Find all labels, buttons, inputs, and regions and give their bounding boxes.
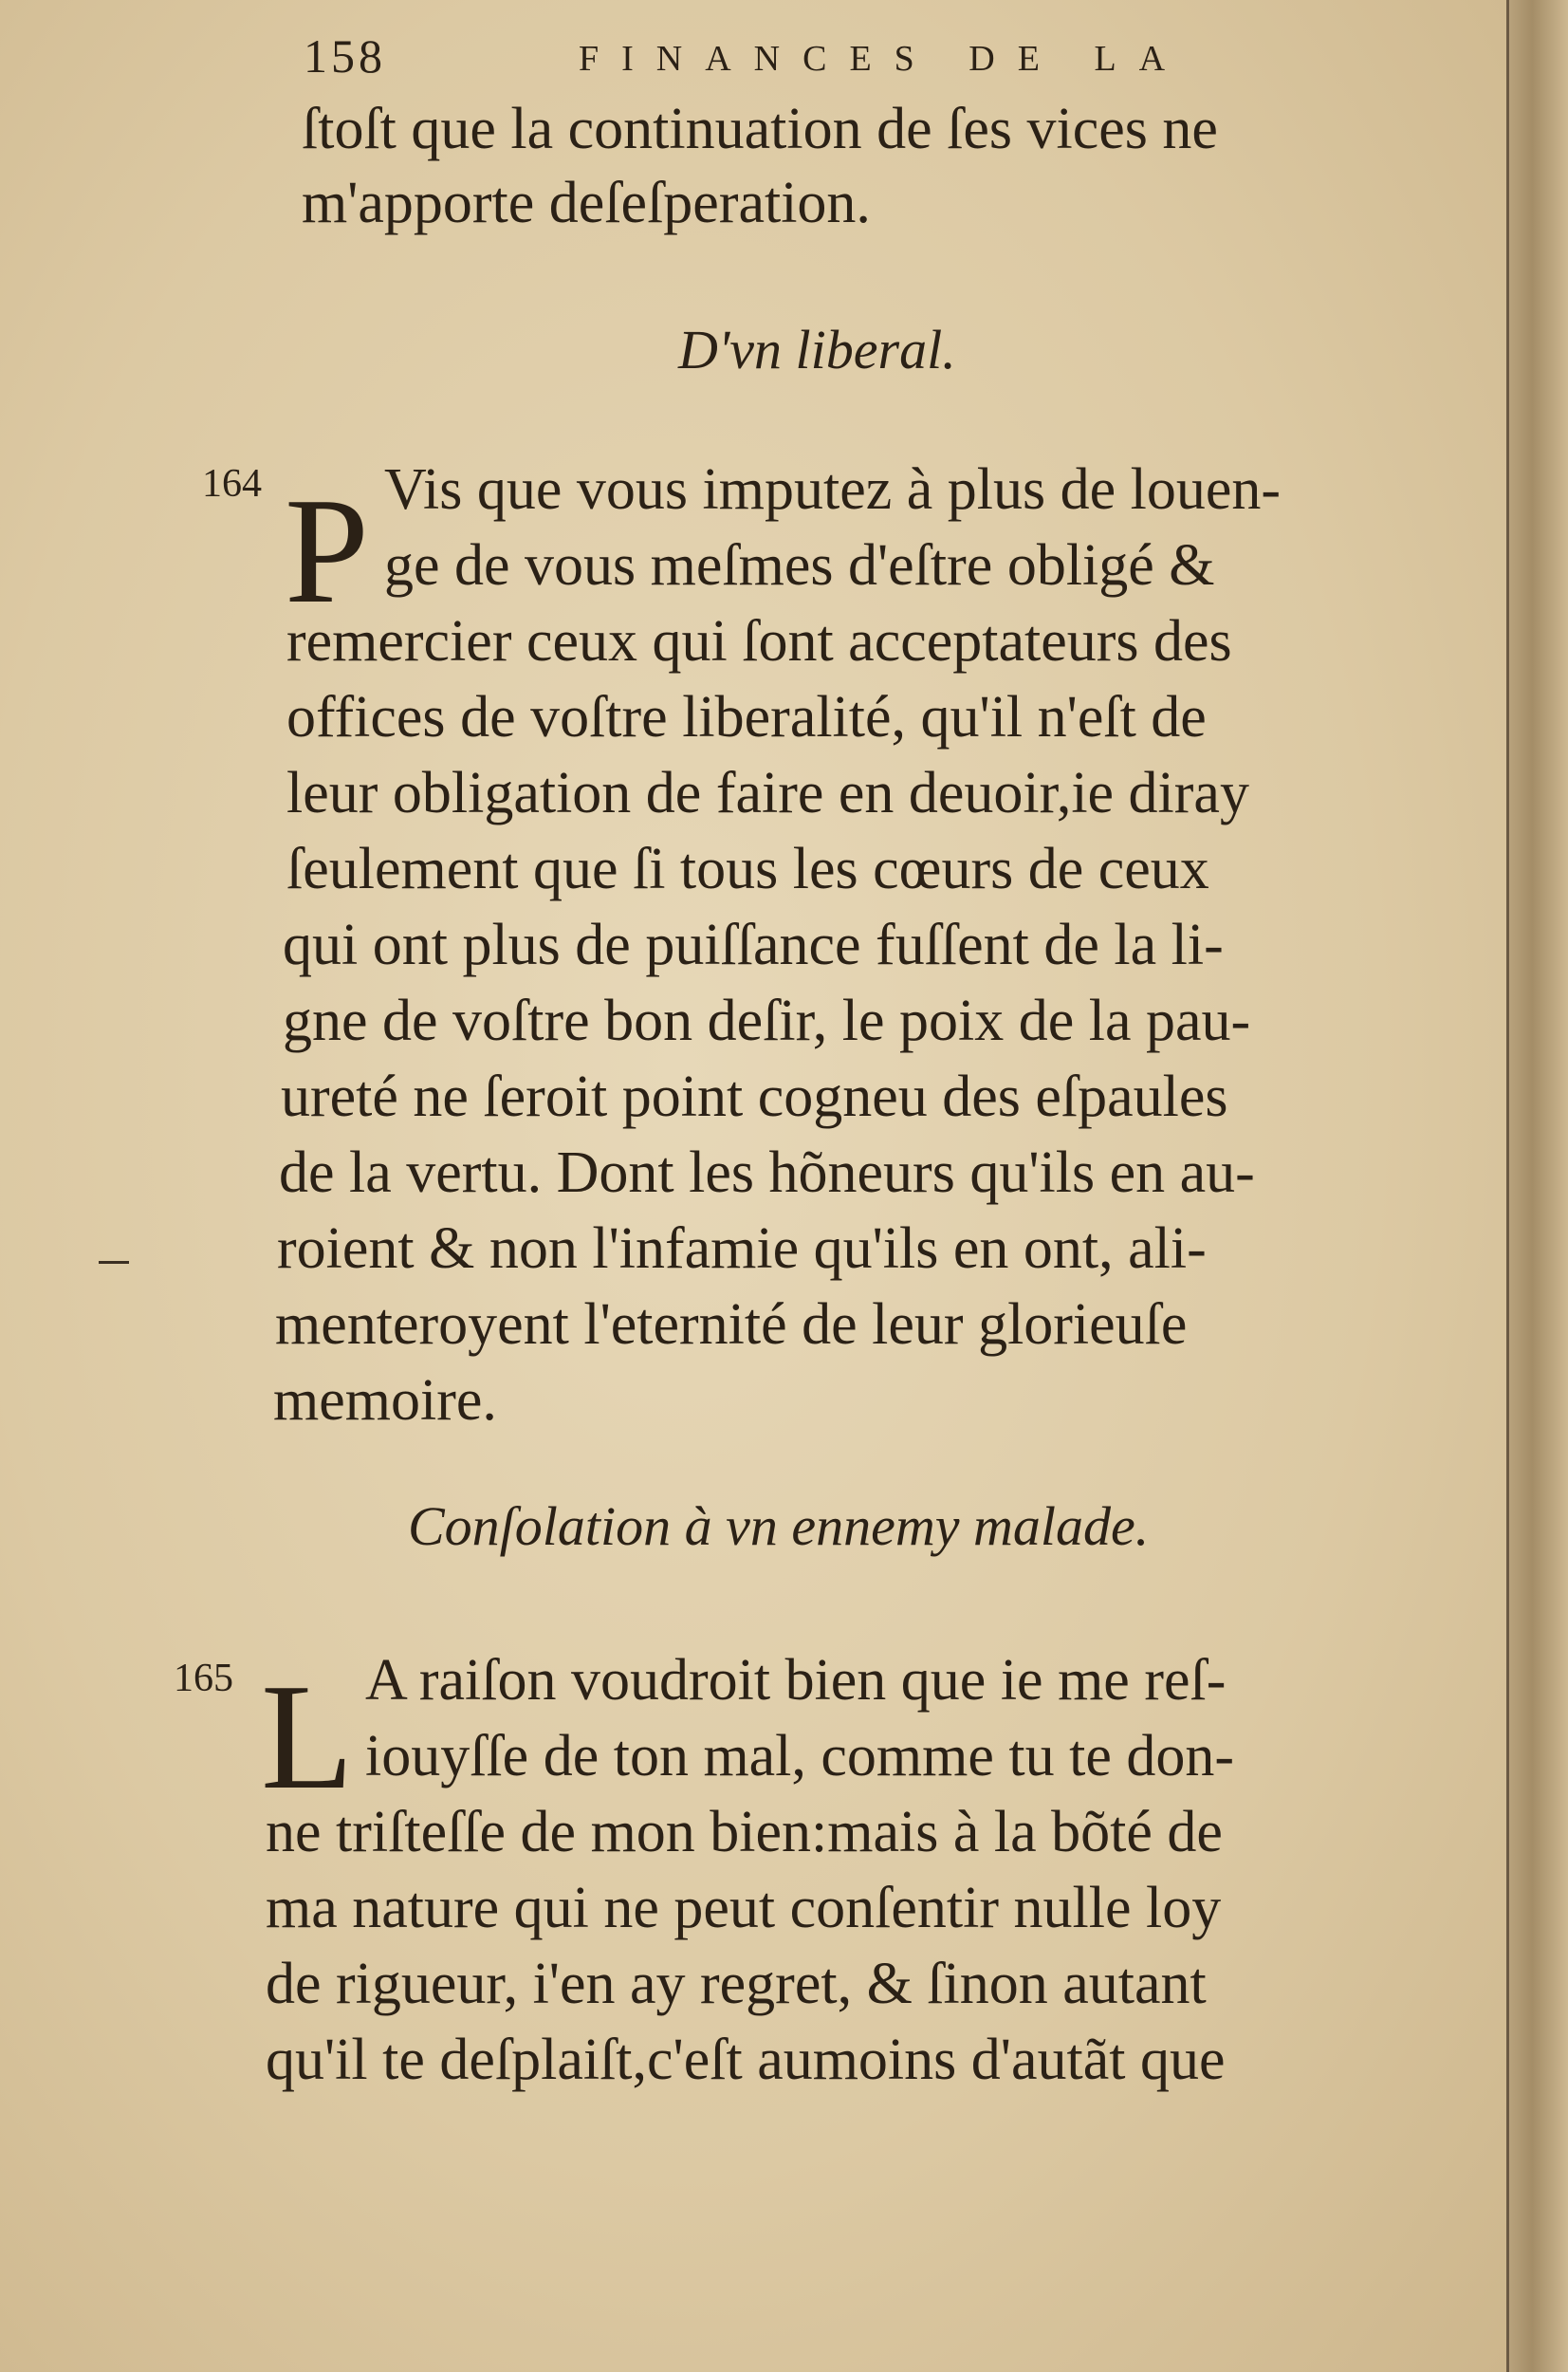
text-line: leur obligation de faire en deuoir,ie diray	[286, 761, 1249, 825]
text-line: A raiſon voudroit bien que ie me reſ-	[365, 1648, 1227, 1713]
text-line: ne triſteſſe de mon bien:mais à la bõté de	[266, 1800, 1223, 1864]
page-fold-line	[1506, 0, 1509, 2372]
section-heading: D'vn liberal.	[678, 319, 956, 380]
text-line: de la vertu. Dont les hõneurs qu'ils en au-	[279, 1140, 1255, 1205]
entry-number: 164	[202, 462, 262, 506]
running-header	[304, 28, 1252, 85]
text-line: iouyſſe de ton mal, comme tu te don-	[365, 1724, 1235, 1788]
text-line: menteroyent l'eternité de leur glorieuſe	[275, 1292, 1188, 1357]
text-line: ureté ne ſeroit point cogneu des eſpaules	[281, 1065, 1228, 1129]
text-line: de rigueur, i'en ay regret, & ſinon autant	[266, 1952, 1207, 2016]
text-line: memoire.	[273, 1368, 497, 1433]
running-title: FINANCES DE LA	[579, 39, 1189, 79]
text-line: Vis que vous imputez à plus de louen-	[384, 457, 1282, 522]
section-heading: Conſolation à vn ennemy malade.	[408, 1495, 1150, 1557]
text-line: ſeulement que ſi tous les cœurs de ceux	[286, 837, 1209, 901]
drop-cap: P	[285, 466, 369, 635]
text-line: m'apporte deſeſperation.	[302, 171, 871, 235]
text-line: qui ont plus de puiſſance fuſſent de la li-	[283, 913, 1224, 977]
margin-mark	[99, 1261, 129, 1264]
text-line: ge de vous meſmes d'eſtre obligé &	[384, 533, 1215, 598]
text-line: roient & non l'infamie qu'ils en ont, ali-	[277, 1216, 1207, 1281]
drop-cap: L	[261, 1652, 354, 1821]
text-line: ma nature qui ne peut conſentir nulle loy	[266, 1876, 1222, 1940]
page-number: 158	[304, 29, 386, 83]
page-edge	[1508, 0, 1568, 2372]
text-line: qu'il te deſplaiſt,c'eſt aumoins d'autãt que	[266, 2028, 1226, 2092]
entry-number: 165	[174, 1657, 233, 1700]
text-line: remercier ceux qui ſont acceptateurs des	[286, 609, 1232, 674]
text-line: offices de voſtre liberalité, qu'il n'eſt de	[286, 685, 1207, 750]
text-line: gne de voſtre bon deſir, le poix de la pau-	[283, 989, 1251, 1053]
text-line: ſtoſt que la continuation de ſes vices ne	[302, 97, 1218, 161]
